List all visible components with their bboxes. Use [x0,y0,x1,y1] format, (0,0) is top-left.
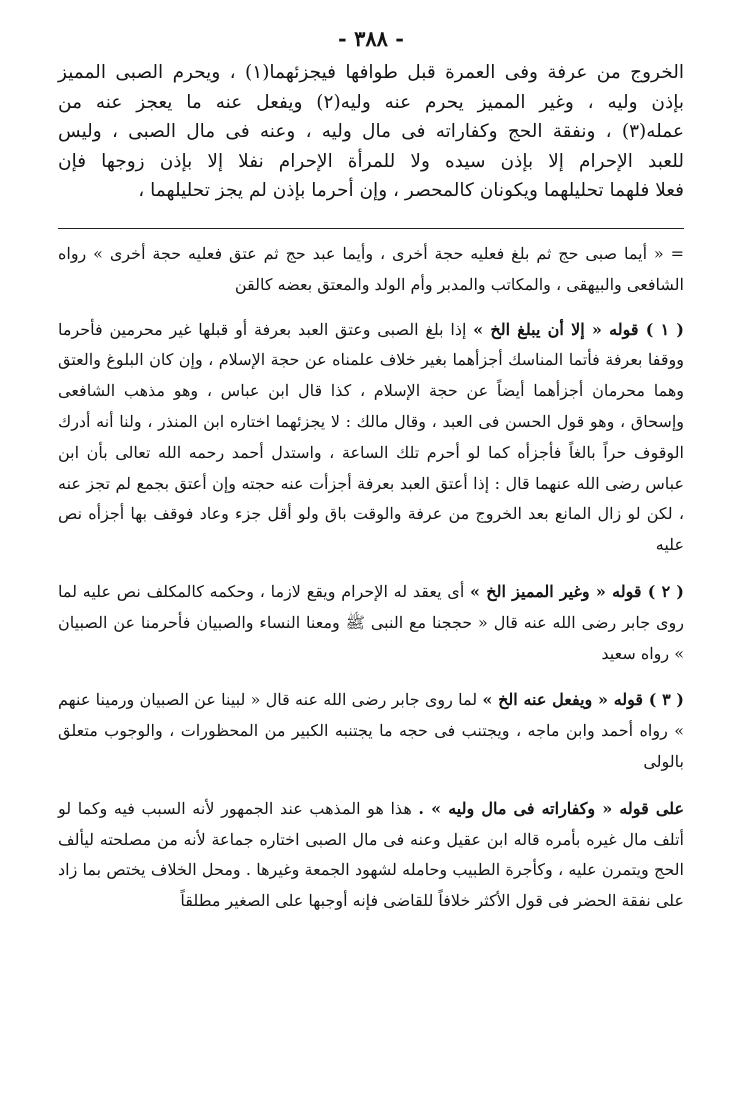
footnote-4-label: على قوله « وكفاراته فى مال وليه » . [418,798,685,818]
main-text-line: بإذن وليه ، وغير المميز يحرم عنه وليه(٢) ويفعل عنه ما يعجز عنه من [58,91,684,113]
footnote-4-text: هذا هو المذهب عند الجمهور لأنه السبب فيه وكما لو أتلف مال غيره بأمره قاله ابن عقيل وعنه فى مال الصبى اختاره جماعة لأنه من مصلحته ليألف الحج ويتمرن عليه ، وكأجرة الطبيب وحامله لشهود الجمعة وغيرها . ومحل الخلاف يختص بما زاد على نفقة الحضر فى قول الأكثر خلافاً للقاضى فإنه أوجبها على الصغير مطلقاً [58,798,685,911]
main-text-line: فعلا فلهما تحليلهما ويكونان كالمحصر ، وإن أحرما بإذن لم يجز تحليلهما ، [138,180,684,202]
footnote-1-label: ( ١ ) قوله « إلا أن يبلغ الخ » [473,319,685,339]
main-text-line: عمله(٣) ، ونفقة الحج وكفاراته فى مال وليه ، وعنه فى مال الصبى ، وليس [58,121,684,143]
footnote-1-text: إذا بلغ الصبى وعتق العبد بعرفة أو قبلها غير محرمين فأحرما ووقفا بعرفة فأتما المناسك أجزأهما بغير خلاف علمناه عن حجة الإسلام ، وإن كان البلوغ والعتق وهما محرمان أجزأهما أيضاً عن حجة الإسلام ، كذا قال ابن عباس ، وهو مذهب الشافعى وإسحاق ، وهو قول الحسن فى العبد ، وقال مالك : لا يجزئهما اختاره ابن المنذر ، ولنا أنه أدرك الوقوف حراً بالغاً فأجزأه كما لو أحرم تلك الساعة ، واستدل أحمد رحمه الله تعالى بأن ابن عباس رضى الله عنهما قال : إذا أعتق العبد بعرفة أجزأت عنه حجته وإن أعتق بجمع لم تجز عنه ، لكن لو زال المانع بعد الخروج من عرفة والوقت باق ولو أقل جزء وعاد فوقف بها أجزأه نص عليه [58,319,684,555]
page-number: - ٣٨٨ - [338,26,404,51]
main-text-line: الخروج من عرفة وفى العمرة قبل طوافها فيجزئهما(١) ، ويحرم الصبى المميز [58,62,684,83]
footnote-continuation-text: = « أيما صبى حج ثم بلغ فعليه حجة أخرى ، وأيما عبد حج ثم عتق فعليه حجة أخرى » رواه الشافعى والبيهقى ، والمكاتب والمدبر وأم الولد والمعتق بعضه كالقن [58,243,684,294]
footnote-3 [58,685,684,777]
footnote-4 [58,794,684,917]
footnote-3-text: لما روى جابر رضى الله عنه قال « لبينا عن الصبيان ورمينا عنهم » رواه أحمد وابن ماجه ، ويجتنب فى حجه ما يجتنبه الكبير من المحظورات ، والوجوب متعلق بالولى [58,690,684,771]
footnote-3-label: ( ٣ ) قوله « ويفعل عنه الخ » [482,690,685,710]
footnote-2 [58,577,684,669]
footnote-divider [58,228,684,229]
footnote-2-text: أى يعقد له الإحرام ويقع لازما ، وحكمه كالمكلف نص عليه لما روى جابر رضى الله عنه قال « حججنا مع النبى ﷺ ومعنا النساء والصبيان فأحرمنا عن الصبيان » رواه سعيد [58,581,684,663]
main-text [58,58,684,206]
footnote-1 [58,315,684,561]
footnote-2-label: ( ٢ ) قوله « وغير المميز الخ » [470,581,684,601]
footnote-continuation [58,239,684,301]
footnotes [58,239,684,917]
main-text-line: للعبد الإحرام إلا بإذن سيده ولا للمرأة الإحرام نفلا إلا بإذن زوجها فإن [58,150,684,172]
